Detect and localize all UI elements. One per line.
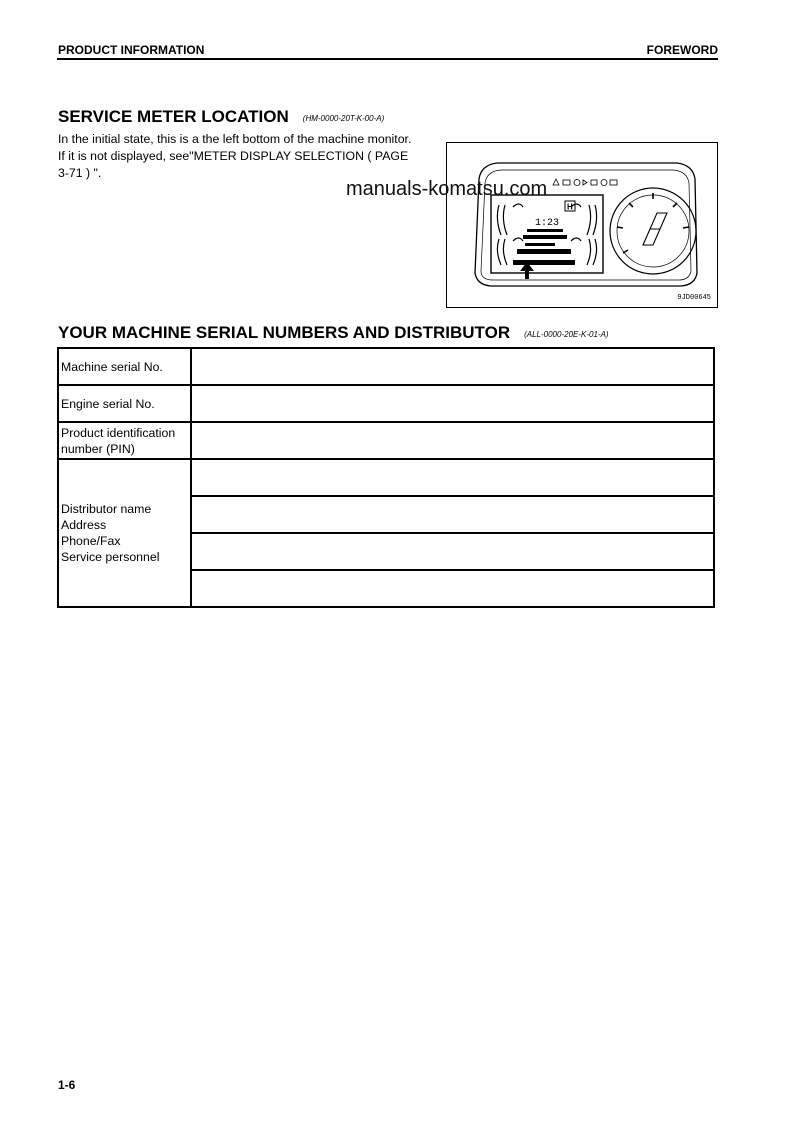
address-label: Address bbox=[61, 518, 107, 532]
serial-numbers-heading bbox=[58, 323, 609, 343]
service-personnel-label: Service personnel bbox=[61, 550, 160, 564]
page-number: 1-6 bbox=[58, 1078, 76, 1092]
engine-serial-label: Engine serial No. bbox=[58, 385, 191, 422]
distributor-name-field[interactable] bbox=[191, 459, 714, 496]
table-row bbox=[58, 422, 714, 459]
serial-numbers-title: YOUR MACHINE SERIAL NUMBERS AND DISTRIBUTOR bbox=[58, 323, 511, 342]
left-gauges bbox=[497, 204, 523, 265]
pin-label bbox=[58, 422, 191, 459]
machine-monitor-illustration bbox=[447, 143, 719, 309]
engine-serial-field[interactable] bbox=[191, 385, 714, 422]
svg-text:H: H bbox=[567, 202, 573, 212]
pin-label-line: number (PIN) bbox=[61, 441, 135, 456]
header-rule bbox=[57, 58, 718, 60]
paragraph-line: In the initial state, this is a the left bottom of the machine monitor. bbox=[58, 132, 412, 146]
machine-serial-field[interactable] bbox=[191, 348, 714, 385]
phone-fax-field[interactable] bbox=[191, 533, 714, 570]
serial-numbers-code: (ALL-0000-20E-K-01-A) bbox=[524, 330, 609, 339]
speedometer-dial bbox=[610, 188, 696, 274]
header-chapter-title: FOREWORD bbox=[646, 43, 718, 57]
paragraph-line: 3-71 ) ". bbox=[58, 166, 102, 180]
service-meter-title: SERVICE METER LOCATION bbox=[58, 107, 289, 126]
paragraph-line: If it is not displayed, see"METER DISPLAY SELECTION ( PAGE bbox=[58, 149, 409, 163]
service-meter-code: (HM-0000-20T-K-00-A) bbox=[302, 114, 385, 123]
service-meter-heading bbox=[58, 107, 384, 127]
table-row bbox=[58, 385, 714, 422]
service-personnel-field[interactable] bbox=[191, 570, 714, 607]
pin-label-line: Product identification bbox=[61, 425, 176, 440]
pin-field[interactable] bbox=[191, 422, 714, 459]
table-row bbox=[58, 459, 714, 496]
phone-fax-label: Phone/Fax bbox=[61, 534, 121, 548]
watermark: manuals-komatsu.com bbox=[346, 178, 548, 200]
right-gauges bbox=[571, 204, 597, 265]
figure-code: 9JD00645 bbox=[677, 294, 711, 302]
header-section-title: PRODUCT INFORMATION bbox=[58, 43, 205, 57]
warning-icon-row bbox=[553, 179, 617, 186]
distributor-label bbox=[58, 459, 191, 607]
monitor-clock: 1:23 bbox=[535, 218, 560, 229]
serial-numbers-table bbox=[57, 347, 715, 608]
machine-serial-label: Machine serial No. bbox=[58, 348, 191, 385]
machine-monitor-figure bbox=[446, 142, 718, 308]
address-field[interactable] bbox=[191, 496, 714, 533]
service-meter-readout bbox=[513, 260, 575, 265]
distributor-name-label: Distributor name bbox=[61, 502, 152, 516]
service-meter-paragraph bbox=[58, 131, 438, 182]
table-row bbox=[58, 348, 714, 385]
